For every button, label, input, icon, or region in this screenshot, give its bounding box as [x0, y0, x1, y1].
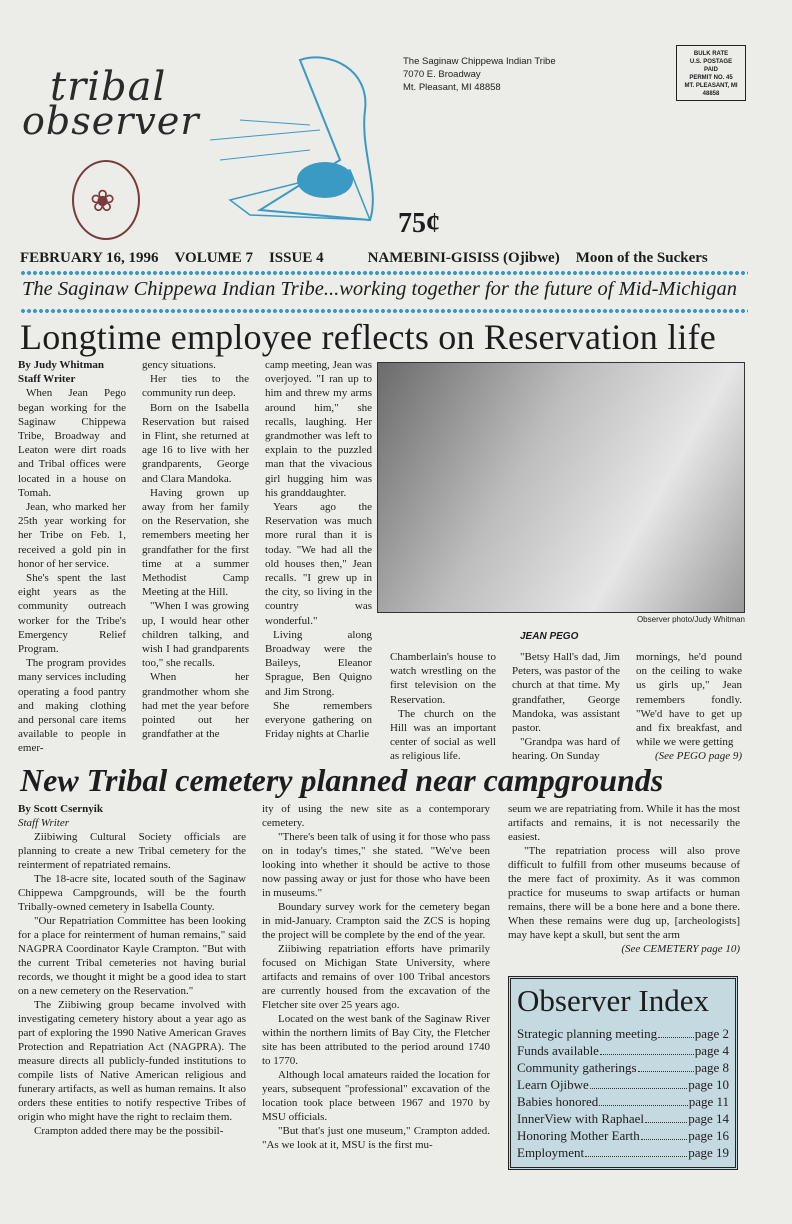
paragraph: camp meeting, Jean was overjoyed. "I ran up to him and threw my arms around him," she recalls, laughing. Her grandmother was left to explain to the puzzled man that the vivacious girl hugging him was his granddaughter. [265, 359, 372, 499]
moon-name: NAMEBINI-GISISS (Ojibwe) [367, 250, 560, 266]
observer-index [508, 976, 738, 1170]
moon-translation: Moon of the Suckers [575, 250, 708, 266]
byline-role: Staff Writer [18, 817, 70, 829]
leader-dots [645, 1110, 687, 1123]
diamond-rule [20, 308, 748, 314]
leader-dots [590, 1076, 687, 1089]
index-item[interactable] [517, 1110, 729, 1127]
indicia-line: MT. PLEASANT, MI [684, 83, 738, 89]
paragraph: ity of using the new site as a contemporary cemetery. [262, 803, 490, 829]
index-item-label: Babies honored [517, 1094, 599, 1109]
index-item-page: page 16 [688, 1128, 729, 1143]
photo-credit: Observer photo/Judy Whitman [636, 615, 745, 624]
paragraph: gency situations. [142, 359, 216, 371]
article1-col4 [390, 650, 496, 764]
paragraph: Boundary survey work for the cemetery began in mid-January. Crampton said the ZCS is hoping the project will be complete by the end of the year. [262, 901, 490, 941]
article2-col2 [262, 802, 490, 1152]
article1-col6 [636, 650, 742, 764]
index-item-page: page 11 [688, 1094, 729, 1109]
indicia-line: PERMIT NO. 45 [689, 75, 733, 81]
paragraph: Although local amateurs raided the location for years, subsequent "professional" excavation of the location took place between 1967 and 1970 by MSU officials. [262, 1069, 490, 1123]
paragraph: When Jean Pego began working for the Saginaw Chippewa Tribe, Broadway and Leaton were dirt roads and Tribal offices were located in a house on Tomah. [18, 387, 126, 499]
paragraph: The 18-acre site, located south of the Saginaw Chippewa Campgrounds, will be the fourth Tribally-owned cemetery in Isabella County. [18, 873, 246, 913]
index-item-label: Employment [517, 1145, 585, 1160]
leader-dots [600, 1042, 694, 1055]
paragraph: "When I was growing up, I would hear other children talking, and wish I had grandparents too," she recalls. [142, 600, 249, 670]
paragraph: Jean, who marked her 25th year working for her Tribe on Feb. 1, received a gold pin in honor of her service. [18, 501, 126, 570]
index-item[interactable] [517, 1144, 729, 1161]
index-item-label: Learn Ojibwe [517, 1077, 589, 1092]
leader-dots [658, 1025, 694, 1038]
dateline [20, 250, 750, 267]
article2-col1 [18, 802, 246, 1138]
paragraph: "Grandpa was hard of hearing. On Sunday [512, 736, 620, 763]
paragraph: seum we are repatriating from. While it has the most artifacts and remains, it is not necessarily the easiest. [508, 803, 740, 843]
tribal-seal-icon: ❀ [72, 160, 140, 240]
index-item[interactable] [517, 1059, 729, 1076]
indicia-line: 48858 [702, 91, 720, 97]
paragraph: "Betsy Hall's dad, Jim Peters, was pastor of the church at that time. My grandfather, George Mandoka, was assistant pastor. [512, 651, 620, 735]
eagle-illustration [170, 50, 390, 240]
article1-col2 [142, 358, 249, 741]
headline-pego: Longtime employee reflects on Reservation life [20, 317, 716, 357]
index-item-page: page 4 [694, 1043, 729, 1058]
index-item-page: page 19 [688, 1145, 729, 1160]
paragraph: Her ties to the community run deep. [142, 373, 249, 400]
index-item[interactable] [517, 1076, 729, 1093]
leader-dots [599, 1093, 687, 1106]
index-item-page: page 10 [688, 1077, 729, 1092]
volume: VOLUME 7 [174, 250, 253, 266]
byline: By Scott Csernyik [18, 803, 103, 815]
publisher-address [403, 55, 556, 94]
address-line: 7070 E. Broadway [403, 69, 481, 80]
paragraph: She's spent the last eight years as the community outreach worker for the Tribe's Emergency Relief Program. [18, 572, 126, 656]
paragraph: Crampton added there may be the possibil- [34, 1125, 224, 1137]
paragraph: The program provides many services including operating a food pantry and making clothing and personal care items available to people in emer- [18, 657, 126, 755]
address-line: The Saginaw Chippewa Indian Tribe [403, 56, 556, 67]
paragraph: Located on the west bank of the Saginaw River within the northern limits of Bay City, the Fletcher site has been attributed to the period around 1740 to 1770. [262, 1013, 490, 1067]
index-item-page: page 2 [694, 1026, 729, 1041]
paragraph: Ziibiwing repatriation efforts have primarily focused on Michigan State University, where artifacts and remains of over 100 Tribal ancestors are currently housed from the excavation of the Fletcher site over 25 years ago. [262, 943, 490, 1011]
leader-dots [638, 1059, 694, 1072]
index-item-label: Strategic planning meeting [517, 1026, 658, 1041]
paragraph: The Ziibiwing group became involved with investigating cemetery history about a year ago as part of exploring the 1990 Native American Graves Protection and Repatriation Act (NAGPRA). The measure directs all publicly-funded institutions to compile lists of Native American religious and funerary artifacts, as well as human remains. It also orders these entities to notify respective Tribes of origin who might have the right to reclaim them. [18, 999, 246, 1123]
jump-link[interactable]: (See CEMETERY page 10) [621, 943, 740, 955]
postage-indicia [676, 45, 746, 101]
index-item[interactable] [517, 1127, 729, 1144]
article1-col1 [18, 358, 126, 756]
index-item[interactable] [517, 1093, 729, 1110]
index-item-label: Community gatherings [517, 1060, 637, 1075]
indicia-line: U.S. POSTAGE [689, 59, 733, 65]
logo-line-1: tribal [50, 64, 167, 110]
indicia-line: BULK RATE [693, 51, 729, 57]
indicia-line: PAID [704, 67, 718, 73]
issue-number: ISSUE 4 [268, 250, 324, 266]
index-item-label: Funds available [517, 1043, 599, 1058]
paragraph: Chamberlain's house to watch wrestling on the first television on the Reservation. [390, 651, 496, 706]
paragraph: "But that's just one museum," Crampton added. "As we look at it, MSU is the first mu- [262, 1125, 490, 1151]
paragraph: "Our Repatriation Committee has been looking for a place for reinterment of human remains," said NAGPRA Coordinator Kayle Crampton. "But with the current Tribal cemeteries not having burial records, we thought it might be a good idea to start on a new cemetery on the Reservation." [18, 915, 246, 997]
photo-caption: JEAN PEGO [520, 631, 579, 642]
paragraph: Years ago the Reservation was much more rural than it is today. "We had all the old houses then," Jean recalls. "I grew up in the city, so living in the country was wonderful." [265, 501, 372, 627]
index-title: Observer Index [517, 983, 709, 1018]
paragraph: Having grown up away from her family on the Reservation, she remembers meeting her grandfather for the first time at a summer Methodist Camp Meeting at the Hill. [142, 486, 249, 599]
article1-col3 [265, 358, 372, 741]
headline-cemetery: New Tribal cemetery planned near campgrounds [20, 762, 664, 798]
logo-line-2: observer [22, 99, 200, 143]
price: 75¢ [398, 208, 440, 239]
jump-link[interactable]: (See PEGO page 9) [654, 750, 742, 763]
paragraph: She remembers everyone gathering on Friday nights at Charlie [265, 699, 372, 741]
index-item-page: page 8 [694, 1060, 729, 1075]
paragraph: "There's been talk of using it for those who pass on in today's times," she stated. "We've been looking into whether it should be active to those now passing away or just for those who have been in museums." [262, 831, 490, 899]
tagline: The Saginaw Chippewa Indian Tribe...working together for the future of Mid-Michigan [22, 278, 737, 300]
paragraph: mornings, he'd pound on the ceiling to wake us girls up," Jean remembers fondly. "We'd have to get up and fix breakfast, and while we were getting [636, 651, 742, 749]
index-item[interactable] [517, 1042, 729, 1059]
article2-col3 [508, 802, 740, 956]
index-item-label: InnerView with Raphael [517, 1111, 645, 1126]
address-line: Mt. Pleasant, MI 48858 [403, 82, 501, 93]
paragraph: Ziibiwing Cultural Society officials are planning to create a new Tribal cemetery for the reinterment of repatriated remains. [18, 831, 246, 871]
paragraph: When her grandmother whom she had met the year before pointed out her grandfather at the [142, 671, 249, 741]
article1-col5 [512, 650, 620, 764]
index-item-page: page 14 [688, 1111, 729, 1126]
diamond-rule [20, 270, 748, 276]
byline-role: Staff Writer [18, 373, 76, 386]
byline: By Judy Whitman [18, 359, 104, 371]
paragraph: Living along Broadway were the Baileys, Eleanor Sprague, Ben Quigno and Jim Strong. [265, 628, 372, 698]
leader-dots [641, 1127, 687, 1140]
paragraph: Born on the Isabella Reservation but raised in Flint, she returned at age 16 to live with her grandparents, George and Clara Mandoka. [142, 401, 249, 485]
index-item-label: Honoring Mother Earth [517, 1128, 640, 1143]
paragraph: The church on the Hill was an important center of social as well as religious life. [390, 707, 496, 763]
issue-date: FEBRUARY 16, 1996 [20, 250, 159, 266]
leader-dots [585, 1144, 687, 1157]
photo-jean-pego [377, 362, 745, 613]
index-item[interactable] [517, 1025, 729, 1042]
paragraph: "The repatriation process will also prove difficult to fulfill from other museums because of the mere fact of proximity. As it was common practice for museums to swap artifacts or human remains, there will be a bone here and a bone there. When these remains were dug up, [archeologists] may have kept a skull, but sent the arm [508, 845, 740, 941]
